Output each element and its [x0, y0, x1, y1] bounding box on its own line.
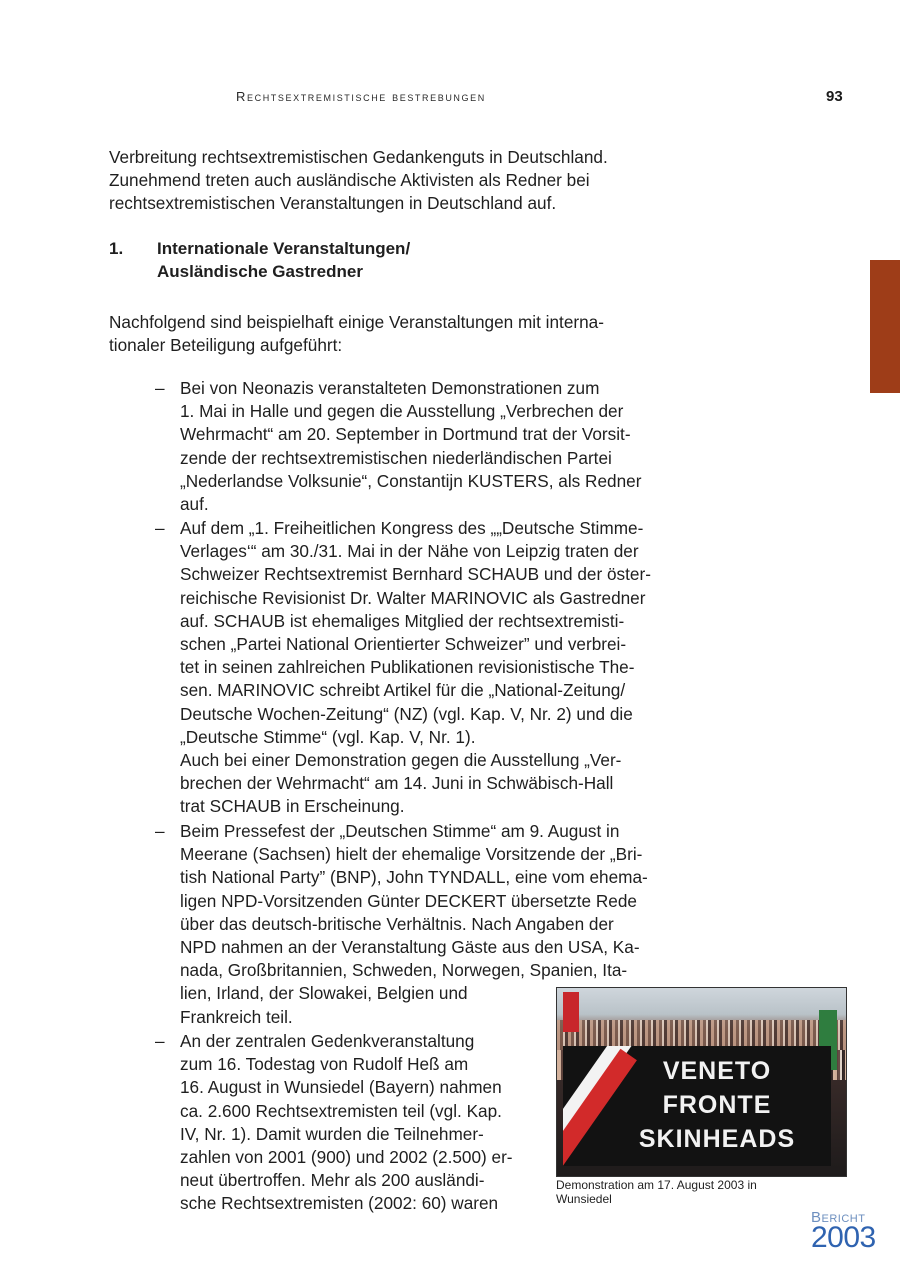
text-line: neut übertroffen. Mehr als 200 ausländi- [180, 1170, 485, 1191]
chapter-side-tab [870, 260, 900, 393]
text-line: Bei von Neonazis veranstalteten Demonstrationen zum [180, 378, 600, 398]
text-line: tish National Party” (BNP), John TYNDALL, eine vom ehema- [180, 867, 648, 888]
text-line: lien, Irland, der Slowakei, Belgien und [180, 983, 468, 1004]
running-header-title: Rechtsextremistische bestrebungen [236, 89, 486, 104]
text-line: zahlen von 2001 (900) und 2002 (2.500) er- [180, 1147, 513, 1168]
text-line: 16. August in Wunsiedel (Bayern) nahmen [180, 1077, 502, 1098]
text-line: Schweizer Rechtsextremist Bernhard SCHAUB und der öster- [180, 564, 651, 585]
text-line: sen. MARINOVIC schreibt Artikel für die „National-Zeitung/ [180, 680, 626, 701]
demonstration-photo [556, 987, 847, 1177]
text-line: auf. SCHAUB ist ehemaliges Mitglied der rechtsextremisti- [180, 610, 625, 631]
text-line: NPD nahmen an der Veranstaltung Gäste aus den USA, Ka- [180, 937, 640, 958]
lead-paragraph [109, 311, 669, 357]
list-dash: – [155, 378, 165, 398]
list-item [155, 517, 680, 819]
photo-caption [556, 1178, 846, 1206]
text-line: Verbreitung rechtsextremistischen Gedankenguts in Deutschland. [109, 147, 608, 167]
intro-paragraph [109, 146, 669, 216]
list-dash: – [155, 1031, 165, 1051]
page-number: 93 [826, 88, 843, 105]
text-line: 1. Mai in Halle und gegen die Ausstellung „Verbrechen der [180, 401, 624, 422]
text-line: Verlages‘“ am 30./31. Mai in der Nähe von Leipzig traten der [180, 541, 639, 562]
text-line: zende der rechtsextremistischen niederländischen Partei [180, 447, 612, 468]
text-line: trat SCHAUB in Erscheinung. [180, 796, 405, 817]
text-line: „Nederlandse Volksunie“, Constantijn KUSTERS, als Redner [180, 470, 642, 491]
section-title-line: Internationale Veranstaltungen/ [157, 239, 411, 258]
text-line: rechtsextremistischen Veranstaltungen in Deutschland auf. [109, 193, 557, 214]
text-line: Nachfolgend sind beispielhaft einige Veranstaltungen mit interna- [109, 312, 604, 332]
text-line: Zunehmend treten auch ausländische Aktivisten als Redner bei [109, 170, 590, 191]
report-brand-year: 2003 [811, 1221, 876, 1254]
text-line: Meerane (Sachsen) hielt der ehemalige Vorsitzende der „Bri- [180, 844, 643, 865]
text-line: Beim Pressefest der „Deutschen Stimme“ am 9. August in [180, 821, 620, 841]
text-line: „Deutsche Stimme“ (vgl. Kap. V, Nr. 1). [180, 726, 476, 747]
text-line: auf. [180, 494, 209, 515]
text-line: Frankreich teil. [180, 1006, 293, 1027]
caption-line: Demonstration am 17. August 2003 in [556, 1178, 757, 1192]
text-line: Auch bei einer Demonstration gegen die Ausstellung „Ver- [180, 750, 622, 771]
text-line: ca. 2.600 Rechtsextremisten teil (vgl. Kap. [180, 1100, 502, 1121]
section-title-line: Ausländische Gastredner [157, 262, 363, 282]
list-dash: – [155, 518, 165, 538]
text-line: zum 16. Todestag von Rudolf Heß am [180, 1054, 469, 1075]
photo-banner [563, 1046, 831, 1166]
text-line: sche Rechtsextremisten (2002: 60) waren [180, 1193, 499, 1214]
text-line: tet in seinen zahlreichen Publikationen revisionistische The- [180, 657, 635, 678]
text-line: Deutsche Wochen-Zeitung“ (NZ) (vgl. Kap. V, Nr. 2) und die [180, 703, 633, 724]
caption-line: Wunsiedel [556, 1192, 612, 1206]
text-line: Auf dem „1. Freiheitlichen Kongress des „„Deutsche Stimme- [180, 518, 644, 538]
text-line: nada, Großbritannien, Schweden, Norwegen, Spanien, Ita- [180, 960, 628, 981]
banner-line: SKINHEADS [638, 1125, 796, 1153]
section-title [157, 237, 557, 283]
text-line: tionaler Beteiligung aufgeführt: [109, 335, 343, 356]
text-line: An der zentralen Gedenkveranstaltung [180, 1031, 475, 1051]
text-line: reichische Revisionist Dr. Walter MARINOVIC als Gastredner [180, 587, 646, 608]
text-line: ligen NPD-Vorsitzenden Günter DECKERT übersetzte Rede [180, 890, 637, 911]
text-line: schen „Partei National Orientierter Schweizer” und verbrei- [180, 634, 627, 655]
list-item [155, 377, 680, 516]
text-line: über das deutsch-britische Verhältnis. Nach Angaben der [180, 913, 614, 934]
section-number: 1. [109, 239, 124, 258]
banner-line: FRONTE [662, 1091, 772, 1119]
text-line: Wehrmacht“ am 20. September in Dortmund trat der Vorsit- [180, 424, 631, 445]
text-line: IV, Nr. 1). Damit wurden die Teilnehmer- [180, 1123, 484, 1144]
text-line: brechen der Wehrmacht“ am 14. Juni in Schwäbisch-Hall [180, 773, 614, 794]
photo-red-flag [563, 992, 579, 1032]
list-dash: – [155, 821, 165, 841]
report-brand-word: Bericht [811, 1209, 866, 1226]
banner-text [603, 1054, 831, 1156]
banner-line: VENETO [662, 1057, 772, 1085]
list-item [155, 1030, 535, 1216]
